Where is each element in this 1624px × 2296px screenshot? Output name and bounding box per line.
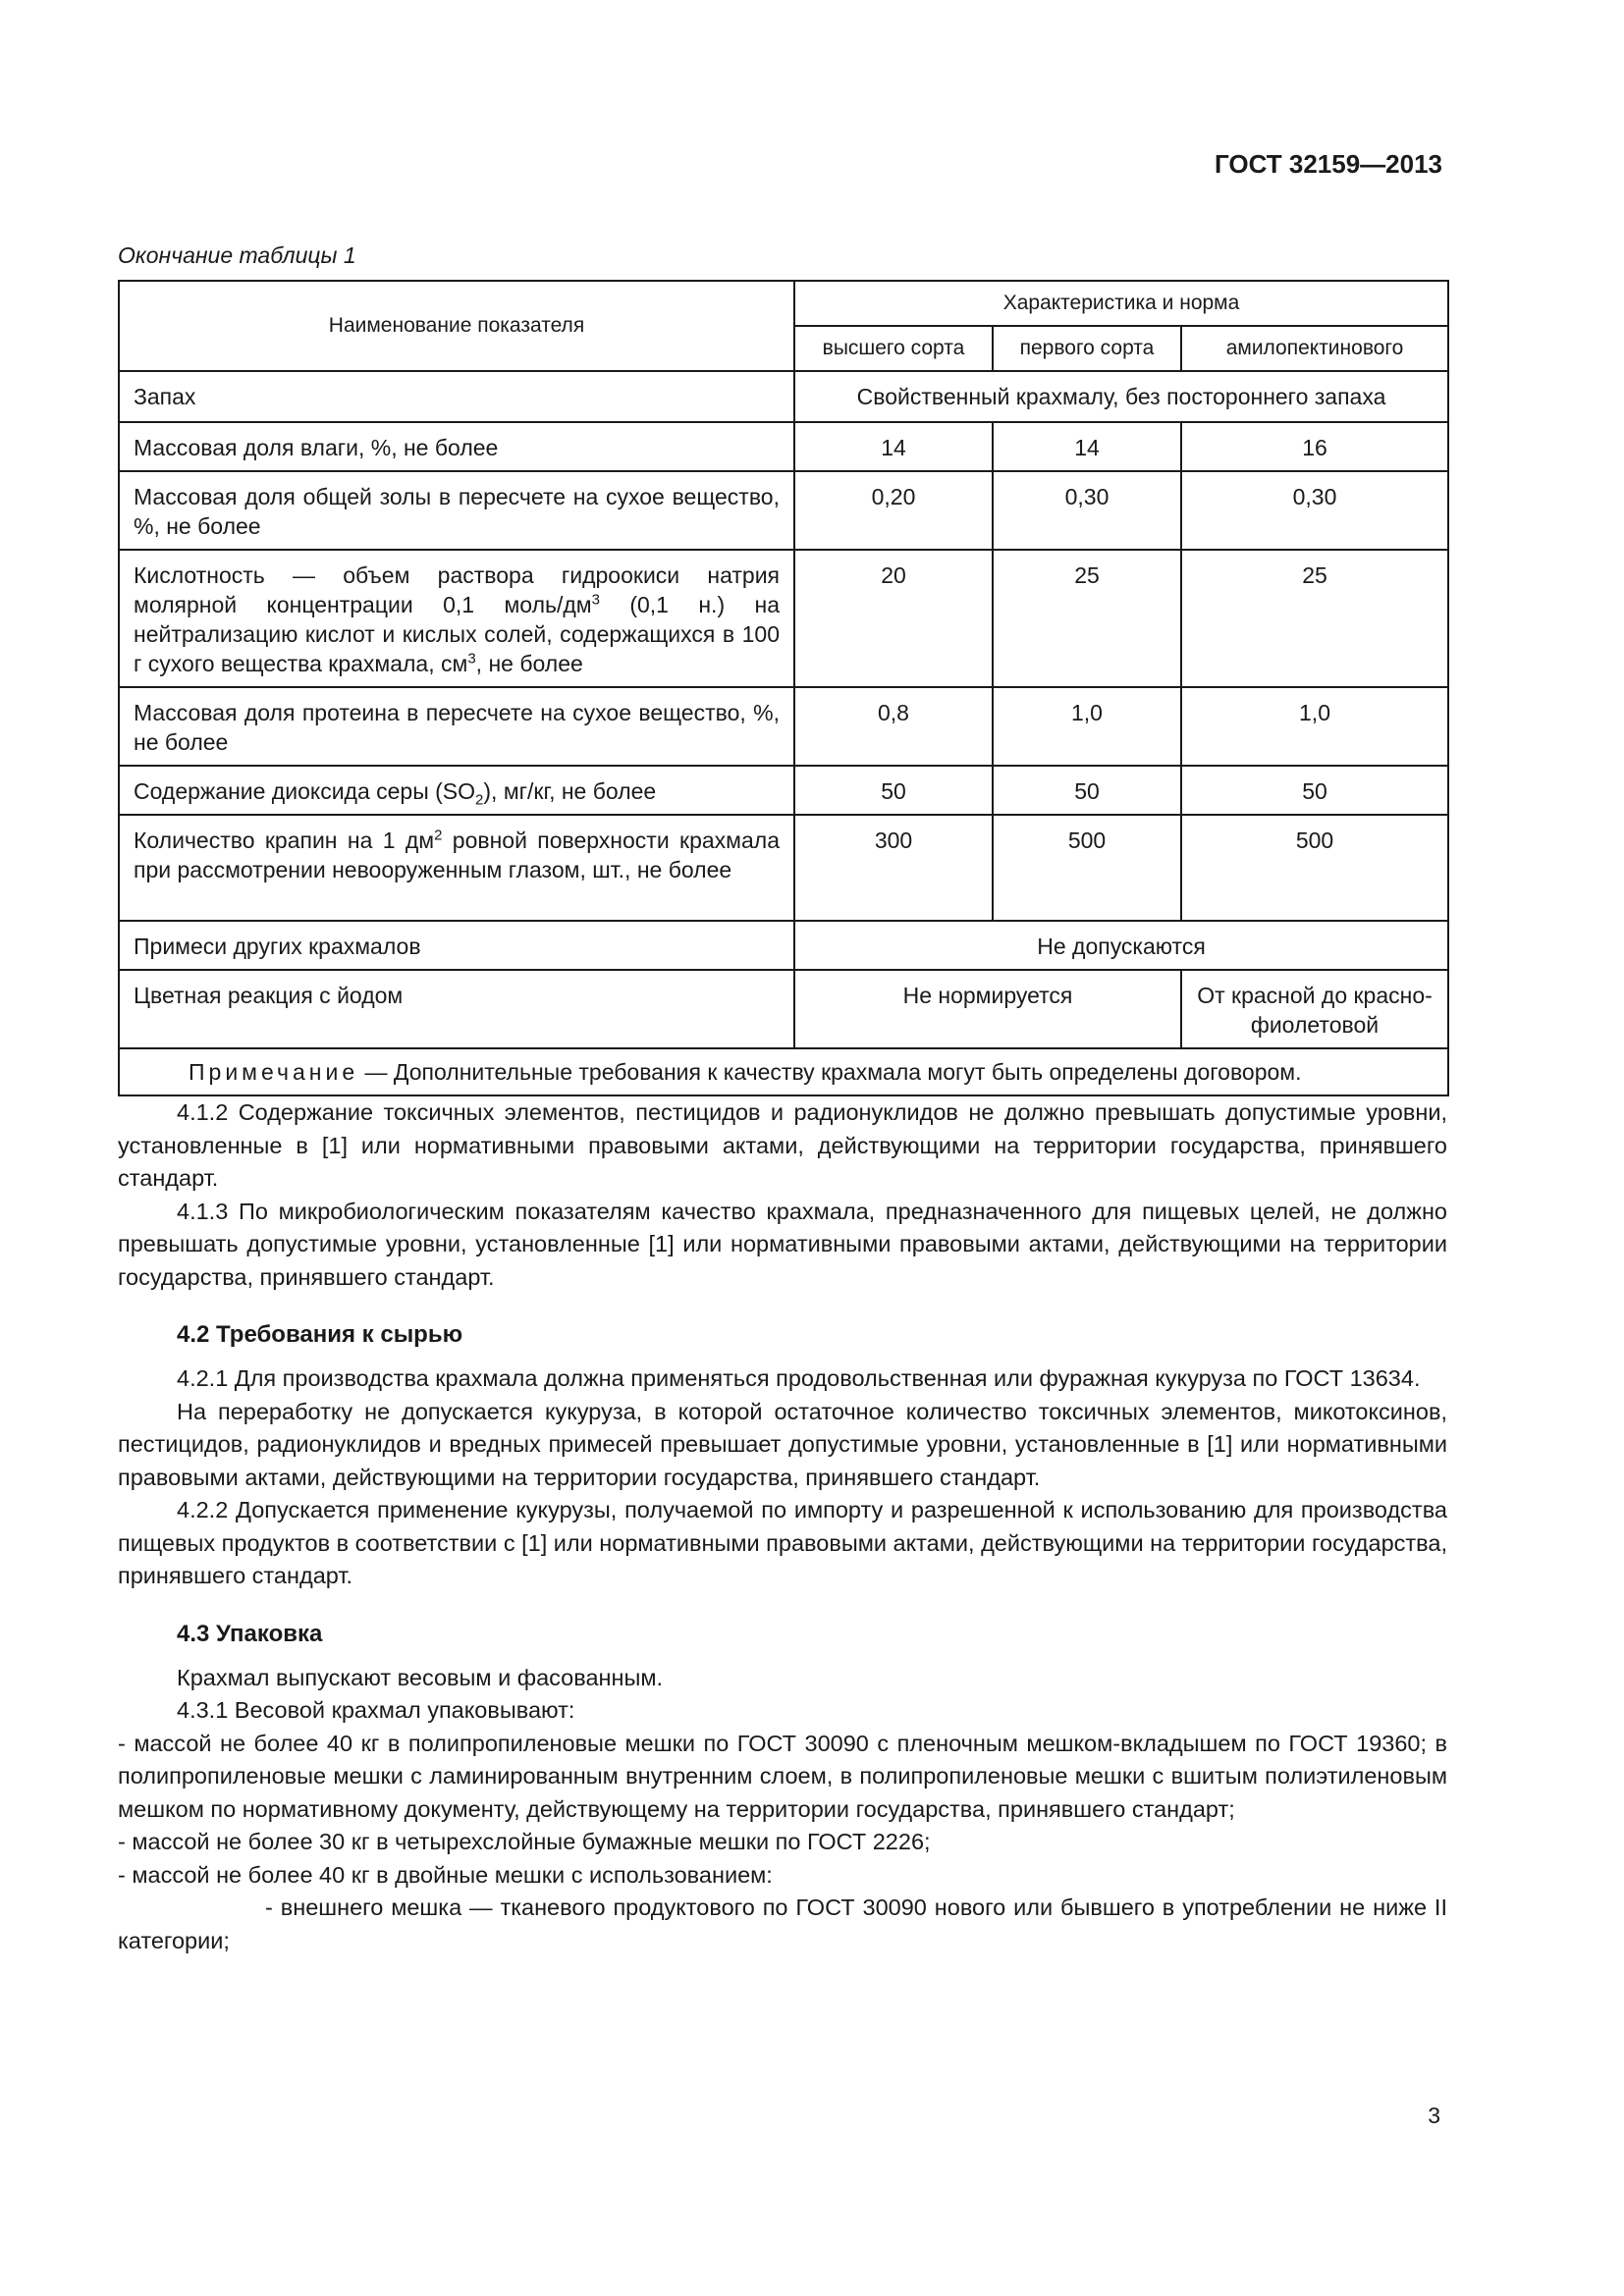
table-row — [119, 815, 1448, 921]
table-row — [119, 970, 1448, 1048]
row-name: Запах — [119, 371, 794, 422]
row-name — [119, 766, 794, 815]
name-part: Кислотность — объем раствора гидроокиси натрия молярной концентрации 0,1 моль/дм — [134, 562, 780, 617]
row-merged-value: Не нормируется — [794, 970, 1181, 1048]
note-label: Примечание — [189, 1059, 359, 1085]
row-name: Примеси других крахмалов — [119, 921, 794, 970]
row-value: 0,30 — [1181, 471, 1448, 550]
header-characteristic: Характеристика и норма — [794, 281, 1448, 326]
row-value: 500 — [993, 815, 1181, 921]
row-value: 1,0 — [1181, 687, 1448, 766]
table-row — [119, 766, 1448, 815]
row-value: От красной до красно-фиолетовой — [1181, 970, 1448, 1048]
row-value: 16 — [1181, 422, 1448, 471]
row-value: 20 — [794, 550, 993, 687]
name-part: (0,1 н.) на нейтрализацию кислот и кислых солей, содержащихся в 100 г сухого вещества крахмала, см — [134, 592, 780, 676]
header-grade-amylopectin: амилопектинового — [1181, 326, 1448, 371]
heading-4-3: 4.3 Упаковка — [177, 1620, 323, 1647]
paragraph-4-1-3: 4.1.3 По микробиологическим показателям качество крахмала, предназначенного для пищевых целей, не должно превышать допустимые уровни, установленные [1] или нормативными правовыми актами, действующими на территории государства, принявшего стандарт. — [118, 1198, 1447, 1290]
list-subitem: - внешнего мешка — тканевого продуктового по ГОСТ 30090 нового или бывшего в употреблении не ниже II категории; — [118, 1895, 1447, 1953]
row-value: 25 — [1181, 550, 1448, 687]
name-part: ), мг/кг, не более — [483, 778, 657, 804]
list-item: - массой не более 40 кг в двойные мешки с использованием: — [118, 1861, 773, 1888]
paragraph-4-3: Крахмал выпускают весовым и фасованным. — [177, 1664, 664, 1690]
row-name — [119, 815, 794, 921]
row-value: 25 — [993, 550, 1181, 687]
row-value: 14 — [794, 422, 993, 471]
row-value: 50 — [794, 766, 993, 815]
list-item: - массой не более 30 кг в четырехслойные бумажные мешки по ГОСТ 2226; — [118, 1829, 931, 1854]
list-item: - массой не более 40 кг в полипропиленовые мешки по ГОСТ 30090 с пленочным мешком-вкладышем по ГОСТ 19360; в полипропиленовые мешки с ламинированным внутренним слоем, в полипропиленовые мешки с вшитым полиэтиленовым мешком по нормативному документу, действующему на территории государства, принявшего стандарт; — [118, 1730, 1447, 1822]
table-row — [119, 687, 1448, 766]
row-value: 1,0 — [993, 687, 1181, 766]
standard-code: ГОСТ 32159—2013 — [1215, 149, 1442, 179]
paragraph-4-2-1b: На переработку не допускается кукуруза, в которой остаточное количество токсичных элементов, микотоксинов, пестицидов, радионуклидов и вредных примесей превышает допустимые уровни, установленные в [1] или нормативными правовыми актами, действующими на территории государства, принявшего стандарт. — [118, 1398, 1447, 1490]
row-merged-value: Свойственный крахмалу, без постороннего запаха — [794, 371, 1448, 422]
row-value: 0,20 — [794, 471, 993, 550]
table-row — [119, 550, 1448, 687]
row-value: 0,8 — [794, 687, 993, 766]
row-merged-value: Не допускаются — [794, 921, 1448, 970]
row-value: 50 — [993, 766, 1181, 815]
table-row — [119, 471, 1448, 550]
row-name: Цветная реакция с йодом — [119, 970, 794, 1048]
table-caption: Окончание таблицы 1 — [118, 242, 356, 268]
paragraph-4-2-1: 4.2.1 Для производства крахмала должна применяться продовольственная или фуражная кукуруза по ГОСТ 13634. — [177, 1365, 1421, 1391]
name-part: , не более — [475, 651, 583, 676]
paragraph-4-1-2: 4.1.2 Содержание токсичных элементов, пестицидов и радионуклидов не должно превышать допустимые уровни, установленные в [1] или нормативными правовыми актами, действующими на территории государства, принявшего стандарт. — [118, 1099, 1447, 1191]
table-note-row — [119, 1048, 1448, 1095]
page-number: 3 — [1428, 2103, 1440, 2128]
row-value: 500 — [1181, 815, 1448, 921]
row-name: Массовая доля протеина в пересчете на сухое вещество, %, не более — [119, 687, 794, 766]
table-row — [119, 422, 1448, 471]
name-part: ровной поверхности крахмала при рассмотрении невооруженным глазом, шт., не более — [134, 828, 780, 882]
row-value: 14 — [993, 422, 1181, 471]
superscript: 3 — [467, 650, 476, 667]
header-grade-premium: высшего сорта — [794, 326, 993, 371]
table-row — [119, 371, 1448, 422]
header-indicator-name: Наименование показателя — [119, 281, 794, 371]
row-name: Массовая доля влаги, %, не более — [119, 422, 794, 471]
characteristics-table — [118, 280, 1449, 1096]
row-name: Массовая доля общей золы в пересчете на сухое вещество, %, не более — [119, 471, 794, 550]
row-name — [119, 550, 794, 687]
row-value: 50 — [1181, 766, 1448, 815]
superscript: 2 — [434, 827, 443, 844]
body-text — [118, 1096, 1447, 1957]
superscript: 3 — [591, 591, 600, 609]
subscript: 2 — [475, 791, 484, 809]
table-note — [119, 1048, 1448, 1095]
heading-4-2: 4.2 Требования к сырью — [177, 1321, 463, 1348]
header-grade-first: первого сорта — [993, 326, 1181, 371]
paragraph-4-2-2: 4.2.2 Допускается применение кукурузы, получаемой по импорту и разрешенной к использованию для производства пищевых продуктов в соответствии с [1] или нормативными правовыми актами, действующими на территории государства, принявшего стандарт. — [118, 1497, 1447, 1588]
name-part: Количество крапин на 1 дм — [134, 828, 435, 853]
note-text: — Дополнительные требования к качеству крахмала могут быть определены договором. — [358, 1059, 1302, 1085]
row-value: 0,30 — [993, 471, 1181, 550]
name-part: Содержание диоксида серы (SO — [134, 778, 476, 804]
row-value: 300 — [794, 815, 993, 921]
table-row — [119, 921, 1448, 970]
paragraph-4-3-1: 4.3.1 Весовой крахмал упаковывают: — [177, 1697, 575, 1723]
